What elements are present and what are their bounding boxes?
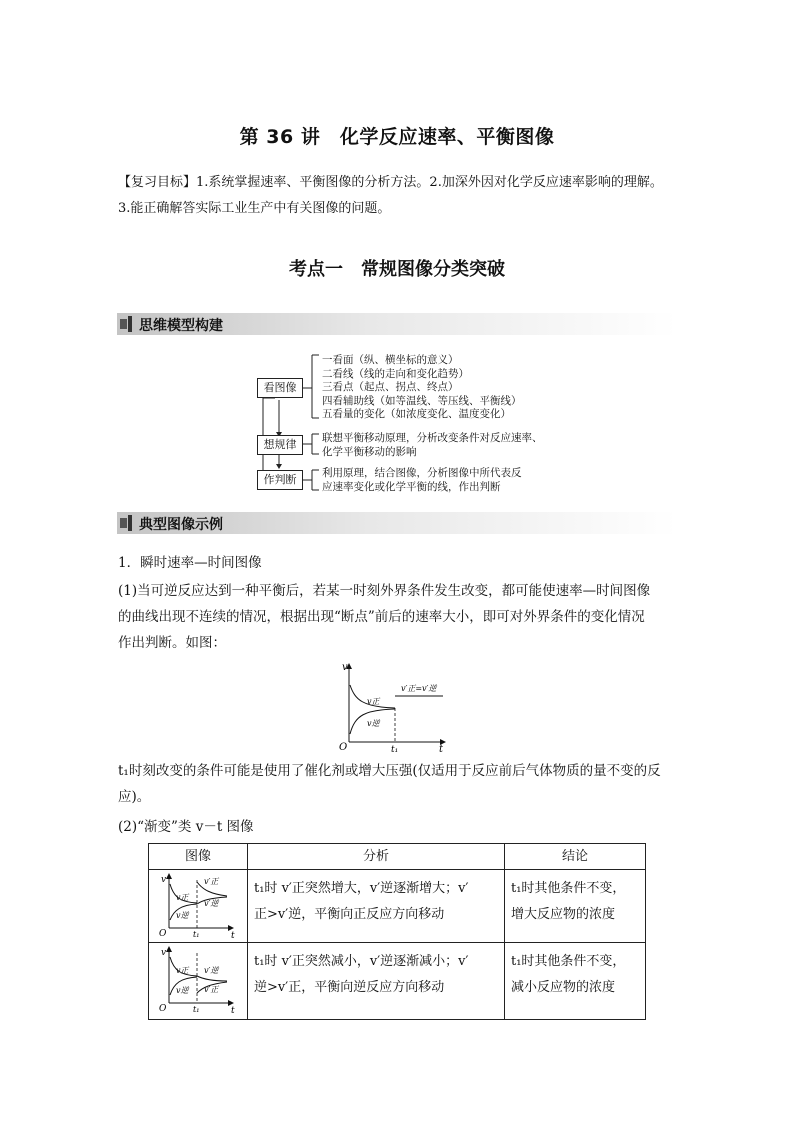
objective-label: 【复习目标】 [118,175,197,190]
row1-t1: t₁ [193,930,200,938]
table-header-graph: 图像 [184,849,211,864]
row2-analysis: t₁时 v′正突然减小，v′逆逐渐减小；v′ 逆>v′正，平衡向逆反应方向移动 [254,954,469,995]
banner-marker-icon [120,518,127,528]
graph-v-forward: v正 [367,697,380,706]
flow-list-think: 联想平衡移动原理，分析改变条件对反应速率、 化学平衡移动的影响 [322,432,543,458]
row2-origin: O [159,1004,167,1014]
banner-marker-icon [120,319,127,329]
table-row [149,870,646,943]
table-header-analysis: 分析 [362,849,389,864]
graph-origin: O [339,742,348,753]
row1-graph [149,870,247,938]
row2-upper-a: v′逆 [204,966,219,975]
item2-heading: (2)“渐变”类 v－t 图像 [118,819,254,835]
row1-upper-a: v′正 [204,877,219,886]
flow-box-judge: 作判断 [257,470,303,490]
row2-conclusion: t₁时其他条件不变， 减小反应物的浓度 [511,954,626,995]
banner-marker-bar-icon [128,316,132,332]
row2-axis-v: v [161,948,167,958]
review-objectives [118,170,698,222]
graph-v-reverse: v逆 [367,719,380,728]
rate-time-graph [335,660,455,754]
item1-paragraph: (1)当可逆反应达到一种平衡后，若某一时刻外界条件发生改变，都可能使速率—时间图像 的曲线出现不连续的情况，根据出现“断点”前后的速率大小，即可对外界条件的变化情况 作出判断。如图： [118,583,651,651]
row1-analysis: t₁时 v′正突然增大，v′逆逐渐增大；v′ 正>v′逆，平衡向正反应方向移动 [254,881,469,922]
table-header-conclusion: 结论 [561,849,588,864]
objective-line-1: 【复习目标】1.系统掌握速率、平衡图像的分析方法。2.加深外因对化学反应速率影响的理解。 [118,175,663,190]
row2-upper-b: v′正 [204,985,219,994]
row1-v-reverse: v逆 [176,911,189,920]
graph-axis-t: t [439,744,444,754]
flow-list-judge: 利用原理，结合图像，分析图像中所代表反 应速率变化或化学平衡的线，作出判断 [322,467,522,493]
row2-v-reverse: v逆 [176,986,189,995]
row1-origin: O [159,929,167,938]
flow-box-think: 想规律 [257,435,303,455]
table-row [149,943,646,1020]
row2-axis-t: t [231,1006,235,1015]
banner-typical-graphs: 典型图像示例 [117,512,677,534]
item1-explanation: t₁时刻改变的条件可能是使用了催化剂或增大压强(仅适用于反应前后气体物质的量不变的反 应)。 [118,763,661,805]
row1-conclusion: t₁时其他条件不变， 增大反应物的浓度 [511,881,626,922]
section-title: 考点一 常规图像分类突破 [289,259,505,280]
row2-t1: t₁ [193,1005,200,1014]
item1-heading: 1．瞬时速率—时间图像 [118,555,262,571]
table-header-row [149,844,646,870]
graph-t1: t₁ [391,745,399,754]
banner-marker-bar-icon [128,515,132,531]
row2-v-forward: v正 [176,966,189,975]
page-title: 第 36 讲 化学反应速率、平衡图像 [239,126,555,148]
objective-line-2: 3.能正确解答实际工业生产中有关图像的问题。 [118,201,391,216]
row1-axis-t: t [231,931,235,938]
row1-upper-b: v′逆 [204,899,219,908]
gradual-change-table [148,843,646,1020]
flow-box-look: 看图像 [257,378,303,398]
row1-v-forward: v正 [176,893,189,902]
row1-axis-v: v [161,875,167,885]
flowchart [255,350,555,500]
flow-list-look: 一看面（纵、横坐标的意义） 二看线（线的走向和变化趋势） 三看点（起点、拐点、终点） 四看辅助线（如等温线、等压线、平衡线） 五看量的变化（如浓度变化、温度变化） [322,354,522,420]
row2-graph [149,943,247,1015]
graph-axis-v: v [342,662,348,673]
graph-v-equal: v′正=v′逆 [401,684,437,693]
banner-thinking-model: 思维模型构建 [117,313,677,335]
